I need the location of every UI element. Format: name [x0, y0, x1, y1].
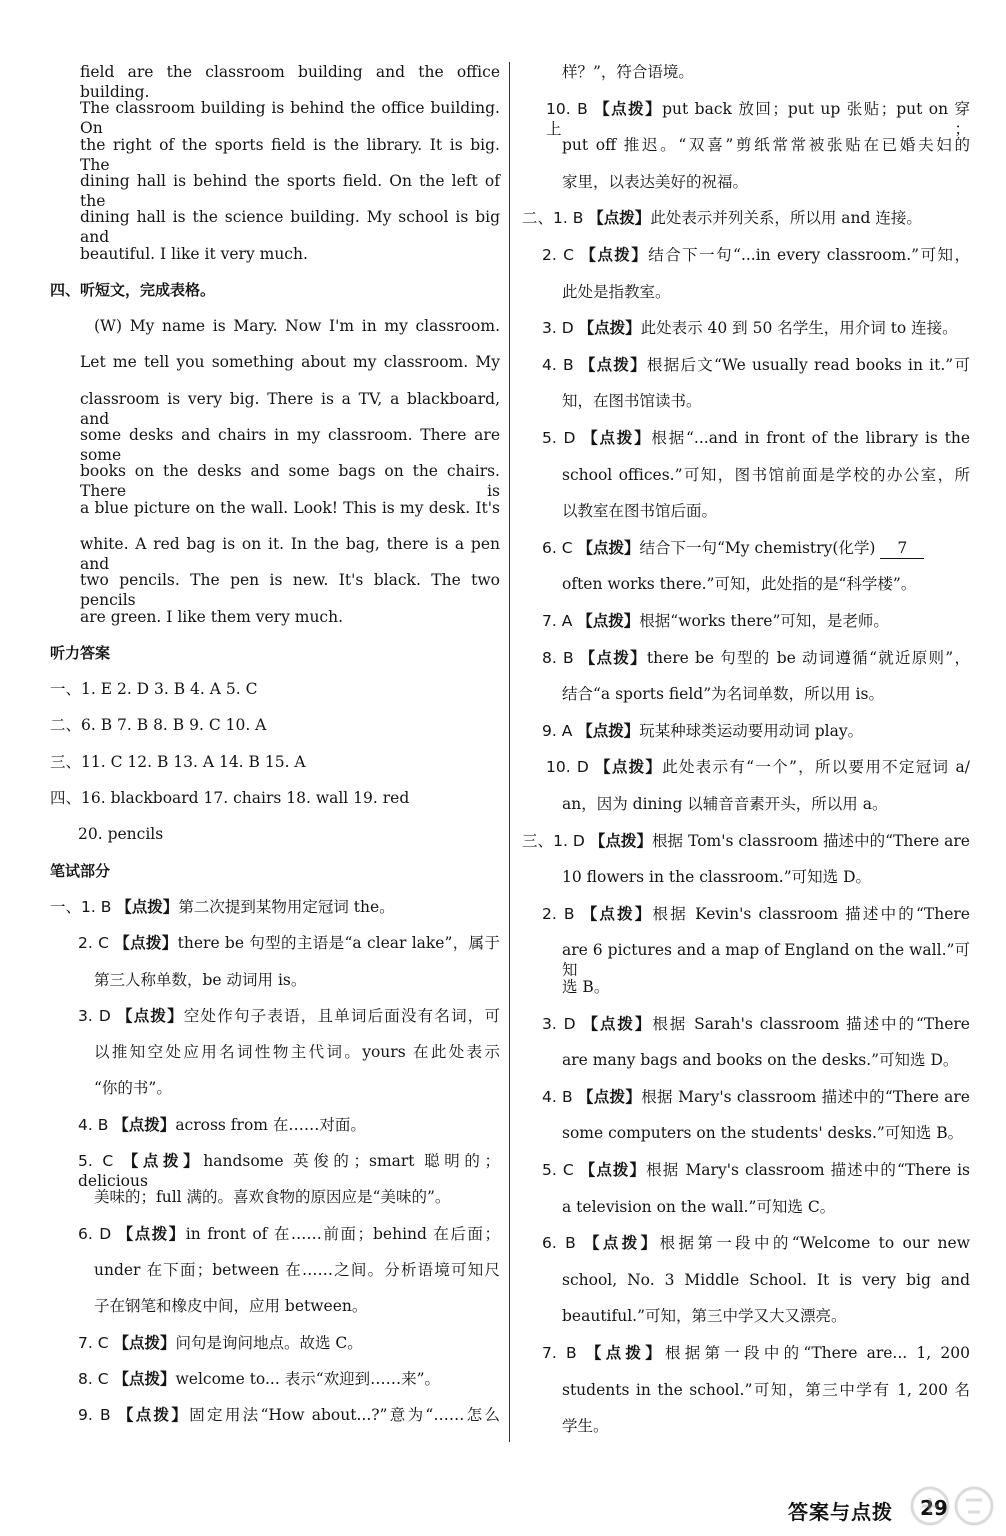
- right-line: [542, 428, 970, 448]
- question-number: 8. B: [542, 648, 574, 667]
- left-line: [78, 1006, 500, 1026]
- left-line: [94, 970, 500, 990]
- right-line: [562, 794, 970, 814]
- question-number: 7. A: [542, 612, 573, 630]
- left-line: [50, 643, 500, 663]
- hint-tag: 【点拨】: [117, 1406, 190, 1425]
- line-text: white. A red bag is on it. In the bag, there is a pen and: [80, 534, 500, 573]
- line-text: 此处是指教室。: [562, 282, 671, 301]
- line-text: 家里，以表达美好的祝福。: [562, 172, 749, 191]
- question-number: 6. C: [542, 538, 573, 557]
- right-line: [522, 831, 970, 851]
- line-text: 听力答案: [50, 643, 111, 662]
- line-text: a blue picture on the wall. Look! This is my desk. It's: [80, 498, 500, 517]
- left-line: [80, 207, 500, 247]
- left-line: [50, 897, 500, 917]
- line-text: there be 句型的 be 动词遵循“就近原则”，: [646, 648, 970, 667]
- left-line: [50, 788, 500, 808]
- left-line: [78, 933, 500, 953]
- answer-blank: 7: [880, 538, 924, 559]
- left-line: [80, 570, 500, 610]
- line-text: the right of the sports field is the library. It is big. The: [80, 135, 500, 174]
- line-text: 固定用法“How about...?”意为“……怎么: [189, 1406, 500, 1425]
- left-line: [80, 534, 500, 573]
- hint-tag: 【点拨】: [585, 1344, 665, 1362]
- question-number: 5. C: [542, 1161, 574, 1179]
- question-number: 4. B: [542, 1087, 573, 1106]
- line-text: 学生。: [562, 1417, 609, 1436]
- watermark-logo-icon: [908, 1482, 1000, 1530]
- right-line: [542, 1160, 970, 1180]
- question-number: 3. D: [78, 1006, 111, 1025]
- line-text: 问句是询问地点。故选 C。: [175, 1333, 363, 1352]
- line-text: beautiful.”可知，第三中学又大又漂亮。: [562, 1307, 847, 1326]
- line-text: “你的书”。: [94, 1079, 172, 1098]
- line-text: some computers on the students' desks.”可知选 B。: [562, 1124, 964, 1143]
- question-number: 5. C: [78, 1152, 114, 1170]
- left-line: [94, 316, 500, 336]
- line-text: 根据 Sarah's classroom 描述中的“There: [652, 1014, 970, 1033]
- line-text: 根据第一段中的“Welcome to our new: [659, 1234, 970, 1253]
- left-line: [80, 607, 500, 627]
- left-line: [50, 861, 500, 881]
- left-line: [94, 1078, 500, 1098]
- right-line: [546, 99, 970, 138]
- line-text: 三、11. C 12. B 13. A 14. B 15. A: [50, 752, 306, 771]
- right-line: [542, 1087, 970, 1107]
- line-text: 结合“a sports field”为名词单数，所以用 is。: [562, 685, 884, 704]
- left-line: [50, 715, 500, 735]
- line-text: 样？”，符合语境。: [562, 63, 694, 81]
- left-line: [80, 352, 500, 372]
- right-line: [542, 355, 970, 375]
- line-text: some desks and chairs in my classroom. There are some: [80, 426, 500, 464]
- line-text: 以教室在图书馆后面。: [562, 502, 718, 521]
- line-text: in front of 在……前面；behind 在后面；: [185, 1224, 500, 1243]
- left-line: [94, 1042, 500, 1062]
- line-text: put off 推迟。“双喜”剪纸常常被张贴在已婚夫妇的: [562, 136, 970, 155]
- line-text: 空处作句子表语，且单词后面没有名词，可: [183, 1006, 500, 1025]
- left-line: [80, 498, 500, 518]
- left-line: [78, 1369, 500, 1389]
- left-line: [80, 389, 500, 428]
- right-line: [562, 501, 970, 521]
- left-line: [78, 824, 500, 844]
- question-number: 8. C: [78, 1369, 109, 1388]
- line-text: 四、听短文，完成表格。: [50, 280, 216, 299]
- line-text: 一、1. E 2. D 3. B 4. A 5. C: [50, 680, 258, 699]
- right-line: [562, 867, 970, 887]
- right-line: [562, 684, 970, 704]
- line-text: 根据 Mary's classroom 描述中的“There are: [641, 1087, 970, 1106]
- question-number: 9. A: [542, 721, 573, 740]
- right-line: [562, 135, 970, 155]
- line-text: 根据“works there”可知，是老师。: [639, 612, 889, 630]
- right-line: [542, 1233, 970, 1253]
- left-line: [80, 62, 500, 101]
- left-line: [80, 98, 500, 138]
- page-footer: [788, 1488, 998, 1528]
- right-line: [562, 1380, 970, 1400]
- question-number: 7. C: [78, 1333, 109, 1352]
- right-line: [562, 977, 970, 997]
- line-text: put back 放回；put up 张贴；put on 穿上；: [546, 99, 970, 138]
- line-text: 10 flowers in the classroom.”可知选 D。: [562, 868, 871, 887]
- hint-tag: 【点拨】: [117, 1224, 186, 1243]
- hint-tag: 【点拨】: [588, 209, 651, 228]
- left-line: [78, 1333, 500, 1353]
- left-line: [94, 1187, 500, 1207]
- hint-tag: 【点拨】: [577, 721, 640, 740]
- right-line: [562, 1050, 970, 1070]
- line-text: 美味的；full 满的。喜欢食物的原因应是“美味的”。: [94, 1188, 451, 1207]
- line-text: 以推知空处应用名词性物主代词。yours 在此处表示: [94, 1043, 500, 1062]
- question-number: 2. C: [78, 934, 109, 953]
- left-line: [78, 1151, 500, 1190]
- line-text: 根据 Mary's classroom 描述中的“There is: [646, 1161, 970, 1179]
- hint-tag: 【点拨】: [114, 934, 178, 953]
- hint-tag: 【点拨】: [577, 538, 640, 557]
- line-text: 子在钢笔和橡皮中间，应用 between。: [94, 1297, 368, 1316]
- right-line: [562, 1123, 970, 1143]
- right-line: [542, 318, 970, 338]
- line-text: an，因为 dining 以辅音音素开头，所以用 a。: [562, 795, 888, 813]
- hint-tag: 【点拨】: [594, 99, 663, 118]
- line-text: are 6 pictures and a map of England on the wall.”可知: [562, 941, 970, 980]
- hint-tag: 【点拨】: [117, 1006, 184, 1025]
- left-line: [80, 425, 500, 464]
- line-text: welcome to... 表示“欢迎到……来”。: [175, 1369, 441, 1388]
- hint-tag: 【点拨】: [584, 1234, 660, 1253]
- line-text: dining hall is the science building. My school is big and: [80, 208, 500, 247]
- right-line: [562, 1270, 970, 1290]
- hint-tag: 【点拨】: [581, 904, 653, 923]
- question-number: 2. B: [542, 904, 575, 923]
- question-number: 二、1. B: [522, 209, 584, 228]
- line-text: beautiful. I like it very much.: [80, 244, 308, 263]
- right-line: [542, 245, 970, 265]
- line-text: 第二次提到某物用定冠词 the。: [178, 897, 395, 916]
- left-line: [50, 280, 500, 300]
- left-line: [50, 752, 500, 772]
- hint-tag: 【点拨】: [580, 246, 649, 264]
- line-text: 此处表示 40 到 50 名学生，用介词 to 连接。: [640, 319, 958, 338]
- left-line: [50, 679, 500, 699]
- line-text: there be 句型的主语是“a clear lake”，属于: [177, 934, 500, 953]
- question-number: 4. B: [78, 1115, 109, 1134]
- question-number: 一、1. B: [50, 897, 112, 916]
- line-text: 选 B。: [562, 978, 610, 996]
- line-text: school offices.”可知，图书馆前面是学校的办公室，所: [562, 465, 970, 484]
- left-line: [94, 1296, 500, 1316]
- line-text: 根据后文“We usually read books in it.”可: [646, 355, 970, 374]
- line-text: students in the school.”可知，第三中学有 1, 200 名: [562, 1380, 970, 1399]
- line-text: field are the classroom building and the office building.: [80, 63, 500, 101]
- line-text: 四、16. blackboard 17. chairs 18. wall 19. red: [50, 789, 410, 807]
- hint-tag: 【点拨】: [122, 1152, 204, 1170]
- right-line: [542, 1343, 970, 1363]
- line-text: 此处表示并列关系，所以用 and 连接。: [650, 209, 922, 228]
- line-text: 结合下一句“...in every classroom.”可知，: [648, 246, 970, 264]
- line-text: books on the desks and some bags on the chairs. There is: [80, 462, 500, 501]
- hint-tag: 【点拨】: [579, 1161, 647, 1179]
- question-number: 9. B: [78, 1406, 111, 1425]
- right-line: [546, 757, 970, 777]
- left-line: [80, 244, 500, 264]
- question-number: 6. B: [542, 1234, 576, 1253]
- line-text: 结合下一句“My chemistry(化学): [639, 538, 876, 557]
- question-number: 5. D: [542, 429, 576, 447]
- question-number: 3. D: [542, 319, 574, 338]
- question-number: 7. B: [542, 1344, 577, 1362]
- right-line: [562, 1416, 970, 1436]
- right-line: [542, 721, 970, 741]
- line-text: (W) My name is Mary. Now I'm in my classroom.: [94, 317, 500, 336]
- column-divider: [509, 62, 510, 1442]
- hint-tag: 【点拨】: [589, 831, 652, 850]
- line-text: school, No. 3 Middle School. It is very big and: [562, 1270, 970, 1289]
- hint-tag: 【点拨】: [582, 429, 652, 447]
- hint-tag: 【点拨】: [595, 758, 663, 777]
- left-line: [78, 1115, 500, 1135]
- line-text: a television on the wall.”可知选 C。: [562, 1197, 836, 1216]
- right-line: [542, 904, 970, 924]
- hint-tag: 【点拨】: [116, 897, 179, 916]
- hint-tag: 【点拨】: [579, 355, 647, 374]
- hint-tag: 【点拨】: [578, 319, 641, 338]
- left-line: [80, 135, 500, 174]
- left-line: [80, 171, 500, 210]
- right-line: [562, 62, 970, 82]
- hint-tag: 【点拨】: [113, 1369, 176, 1388]
- line-text: classroom is very big. There is a TV, a blackboard, and: [80, 389, 500, 428]
- left-line: [78, 1405, 500, 1425]
- hint-tag: 【点拨】: [113, 1115, 176, 1134]
- right-line: [542, 538, 970, 559]
- line-text: dining hall is behind the sports field. On the left of the: [80, 171, 500, 210]
- hint-tag: 【点拨】: [577, 612, 640, 630]
- line-text: often works there.”可知，此处指的是“科学楼”。: [562, 575, 917, 594]
- question-number: 3. D: [542, 1014, 576, 1033]
- right-line: [562, 391, 970, 411]
- question-number: 三、1. D: [522, 831, 585, 850]
- question-number: 2. C: [542, 246, 574, 264]
- right-line: [562, 172, 970, 192]
- line-text: Let me tell you something about my classroom. My: [80, 353, 500, 372]
- line-text: 根据 Tom's classroom 描述中的“There are: [652, 831, 970, 850]
- right-line: [562, 1306, 970, 1326]
- line-text: 根据“...and in front of the library is the: [651, 429, 970, 447]
- footer-label: 答案与点拨: [788, 1500, 893, 1524]
- page-number: 29: [920, 1496, 948, 1520]
- left-line: [78, 1224, 500, 1244]
- right-line: [562, 940, 970, 980]
- right-line: [542, 1014, 970, 1034]
- right-line: [562, 465, 970, 485]
- line-text: two pencils. The pen is new. It's black. The two pencils: [80, 571, 500, 610]
- line-text: 根据第一段中的“There are... 1, 200: [664, 1344, 970, 1362]
- right-line: [542, 648, 970, 668]
- question-number: 6. D: [78, 1224, 112, 1243]
- line-text: 知，在图书馆读书。: [562, 392, 702, 411]
- line-text: under 在下面；between 在……之间。分析语境可知尺: [94, 1260, 500, 1279]
- hint-tag: 【点拨】: [582, 1014, 653, 1033]
- question-number: 4. B: [542, 355, 574, 374]
- line-text: handsome 英俊的；smart 聪明的；delicious: [78, 1152, 500, 1190]
- line-text: are many bags and books on the desks.”可知选 D。: [562, 1051, 959, 1070]
- line-text: 此处表示有“一个”，所以要用不定冠词 a/: [662, 758, 970, 777]
- line-text: 根据 Kevin's classroom 描述中的“There: [652, 904, 970, 923]
- right-line: [562, 1197, 970, 1217]
- right-line: [562, 574, 970, 594]
- right-line: [542, 611, 970, 631]
- right-line: [562, 282, 970, 302]
- hint-tag: 【点拨】: [577, 1087, 642, 1106]
- line-text: 20. pencils: [78, 825, 164, 844]
- line-text: 笔试部分: [50, 861, 111, 880]
- left-line: [80, 461, 500, 501]
- question-number: 10. D: [546, 758, 589, 777]
- line-text: The classroom building is behind the office building. On: [80, 99, 500, 138]
- right-line: [522, 208, 970, 228]
- question-number: 10. B: [546, 99, 588, 118]
- line-text: across from 在……对面。: [175, 1115, 366, 1134]
- hint-tag: 【点拨】: [579, 648, 647, 667]
- left-line: [94, 1260, 500, 1280]
- line-text: are green. I like them very much.: [80, 607, 344, 626]
- line-text: 第三人称单数，be 动词用 is。: [94, 970, 307, 989]
- hint-tag: 【点拨】: [113, 1333, 176, 1352]
- line-text: 二、6. B 7. B 8. B 9. C 10. A: [50, 716, 267, 735]
- line-text: 玩某种球类运动要用动词 play。: [639, 721, 864, 740]
